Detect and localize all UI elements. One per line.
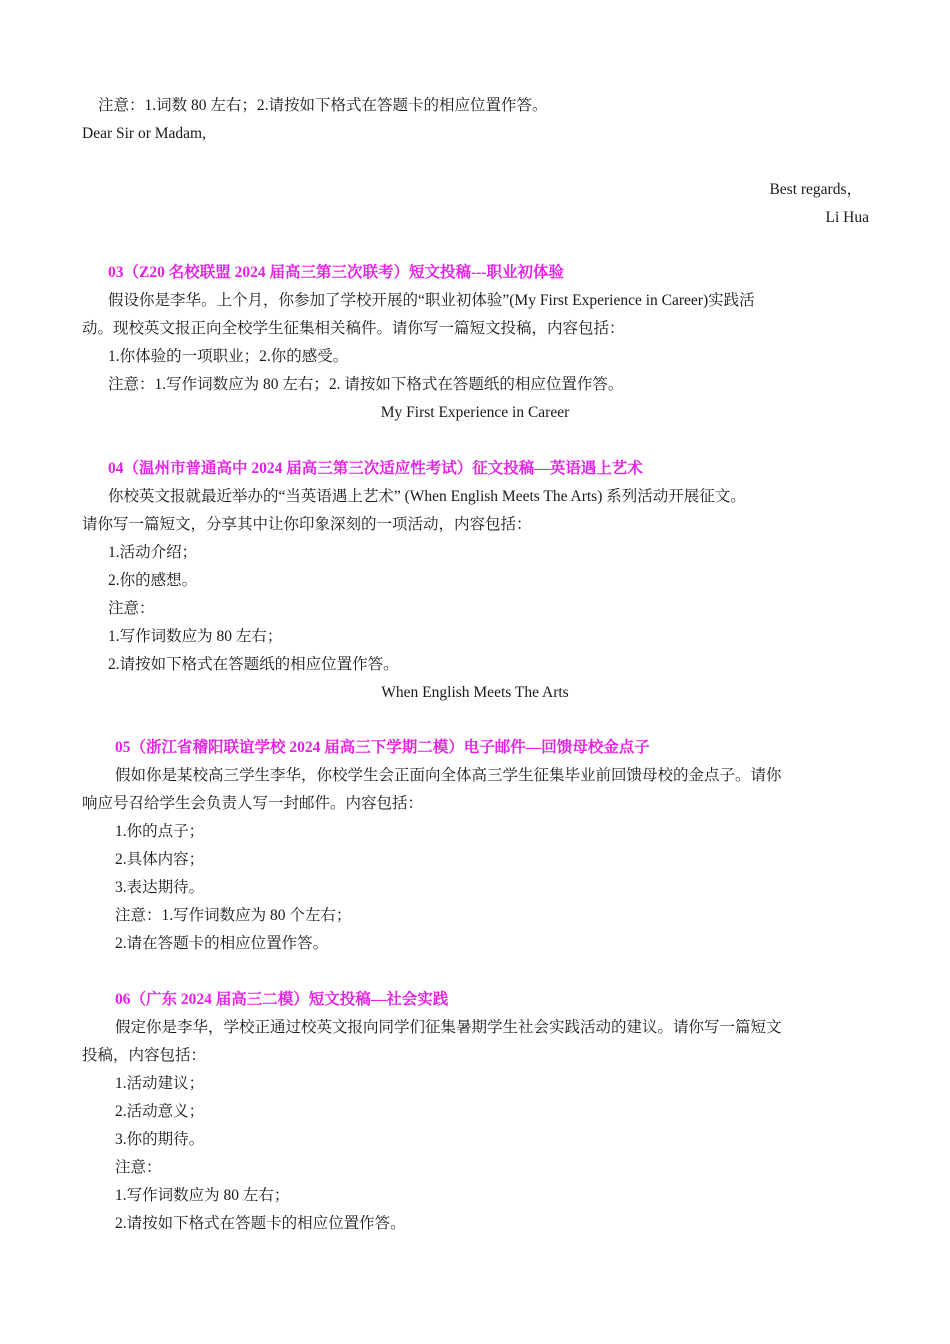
q04-note-1: 1.写作词数应为 80 左右； xyxy=(108,628,283,645)
q06-point-1: 1.活动建议； xyxy=(115,1075,205,1092)
q06-para-line1: 假定你是李华，学校正通过校英文报向同学们征集暑期学生社会实践活动的建议。请你写一篇短文 xyxy=(115,1019,782,1036)
q04-note-2: 2.请按如下格式在答题纸的相应位置作答。 xyxy=(108,656,399,673)
q05-note-1: 注意：1.写作词数应为 80 个左右； xyxy=(115,907,352,924)
q04-note-label: 注意： xyxy=(108,600,155,617)
q05-para-line1: 假如你是某校高三学生李华，你校学生会正面向全体高三学生征集毕业前回馈母校的金点子。请你 xyxy=(115,767,782,784)
q06-note-label: 注意： xyxy=(115,1159,162,1176)
q03-points: 1.你体验的一项职业；2.你的感受。 xyxy=(108,348,349,365)
q05-point-2: 2.具体内容； xyxy=(115,851,205,868)
q04-title: When English Meets The Arts xyxy=(381,684,569,701)
q06-para-line2: 投稿，内容包括： xyxy=(82,1047,207,1064)
q04-para-line1: 你校英文报就最近举办的“当英语遇上艺术” (When English Meets The Arts) 系列活动开展征文。 xyxy=(108,488,746,505)
q04-point-2: 2.你的感想。 xyxy=(108,572,198,589)
q06-heading: 06（广东 2024 届高三二模）短文投稿—社会实践 xyxy=(115,991,449,1008)
q05-note-2: 2.请在答题卡的相应位置作答。 xyxy=(115,935,329,952)
q06-point-3: 3.你的期待。 xyxy=(115,1131,205,1148)
q03-para-line1: 假设你是李华。上个月，你参加了学校开展的“职业初体验”(My First Experience in Career)实践活 xyxy=(108,292,755,309)
q04-para-line2: 请你写一篇短文，分享其中让你印象深刻的一项活动，内容包括： xyxy=(82,516,532,533)
intro-signature: Li Hua xyxy=(825,209,869,226)
q03-para-line2: 动。现校英文报正向全校学生征集相关稿件。请你写一篇短文投稿，内容包括： xyxy=(82,320,625,337)
intro-salutation: Dear Sir or Madam, xyxy=(82,125,206,142)
q03-heading: 03（Z20 名校联盟 2024 届高三第三次联考）短文投稿---职业初体验 xyxy=(108,264,564,281)
q03-title: My First Experience in Career xyxy=(380,404,570,421)
intro-closing: Best regards， xyxy=(769,181,862,198)
q06-note-1: 1.写作词数应为 80 左右； xyxy=(115,1187,290,1204)
q05-heading: 05（浙江省稽阳联谊学校 2024 届高三下学期二模）电子邮件—回馈母校金点子 xyxy=(115,739,650,756)
intro-note: 注意：1.词数 80 左右；2.请按如下格式在答题卡的相应位置作答。 xyxy=(98,97,548,114)
q05-point-3: 3.表达期待。 xyxy=(115,879,205,896)
q06-note-2: 2.请按如下格式在答题卡的相应位置作答。 xyxy=(115,1215,406,1232)
q06-point-2: 2.活动意义； xyxy=(115,1103,205,1120)
q05-para-line2: 响应号召给学生会负责人写一封邮件。内容包括： xyxy=(82,795,424,812)
q04-point-1: 1.活动介绍； xyxy=(108,544,198,561)
q04-heading: 04（温州市普通高中 2024 届高三第三次适应性考试）征文投稿—英语遇上艺术 xyxy=(108,460,643,477)
q03-note: 注意：1.写作词数应为 80 左右；2. 请按如下格式在答题纸的相应位置作答。 xyxy=(108,376,624,393)
q05-point-1: 1.你的点子； xyxy=(115,823,205,840)
